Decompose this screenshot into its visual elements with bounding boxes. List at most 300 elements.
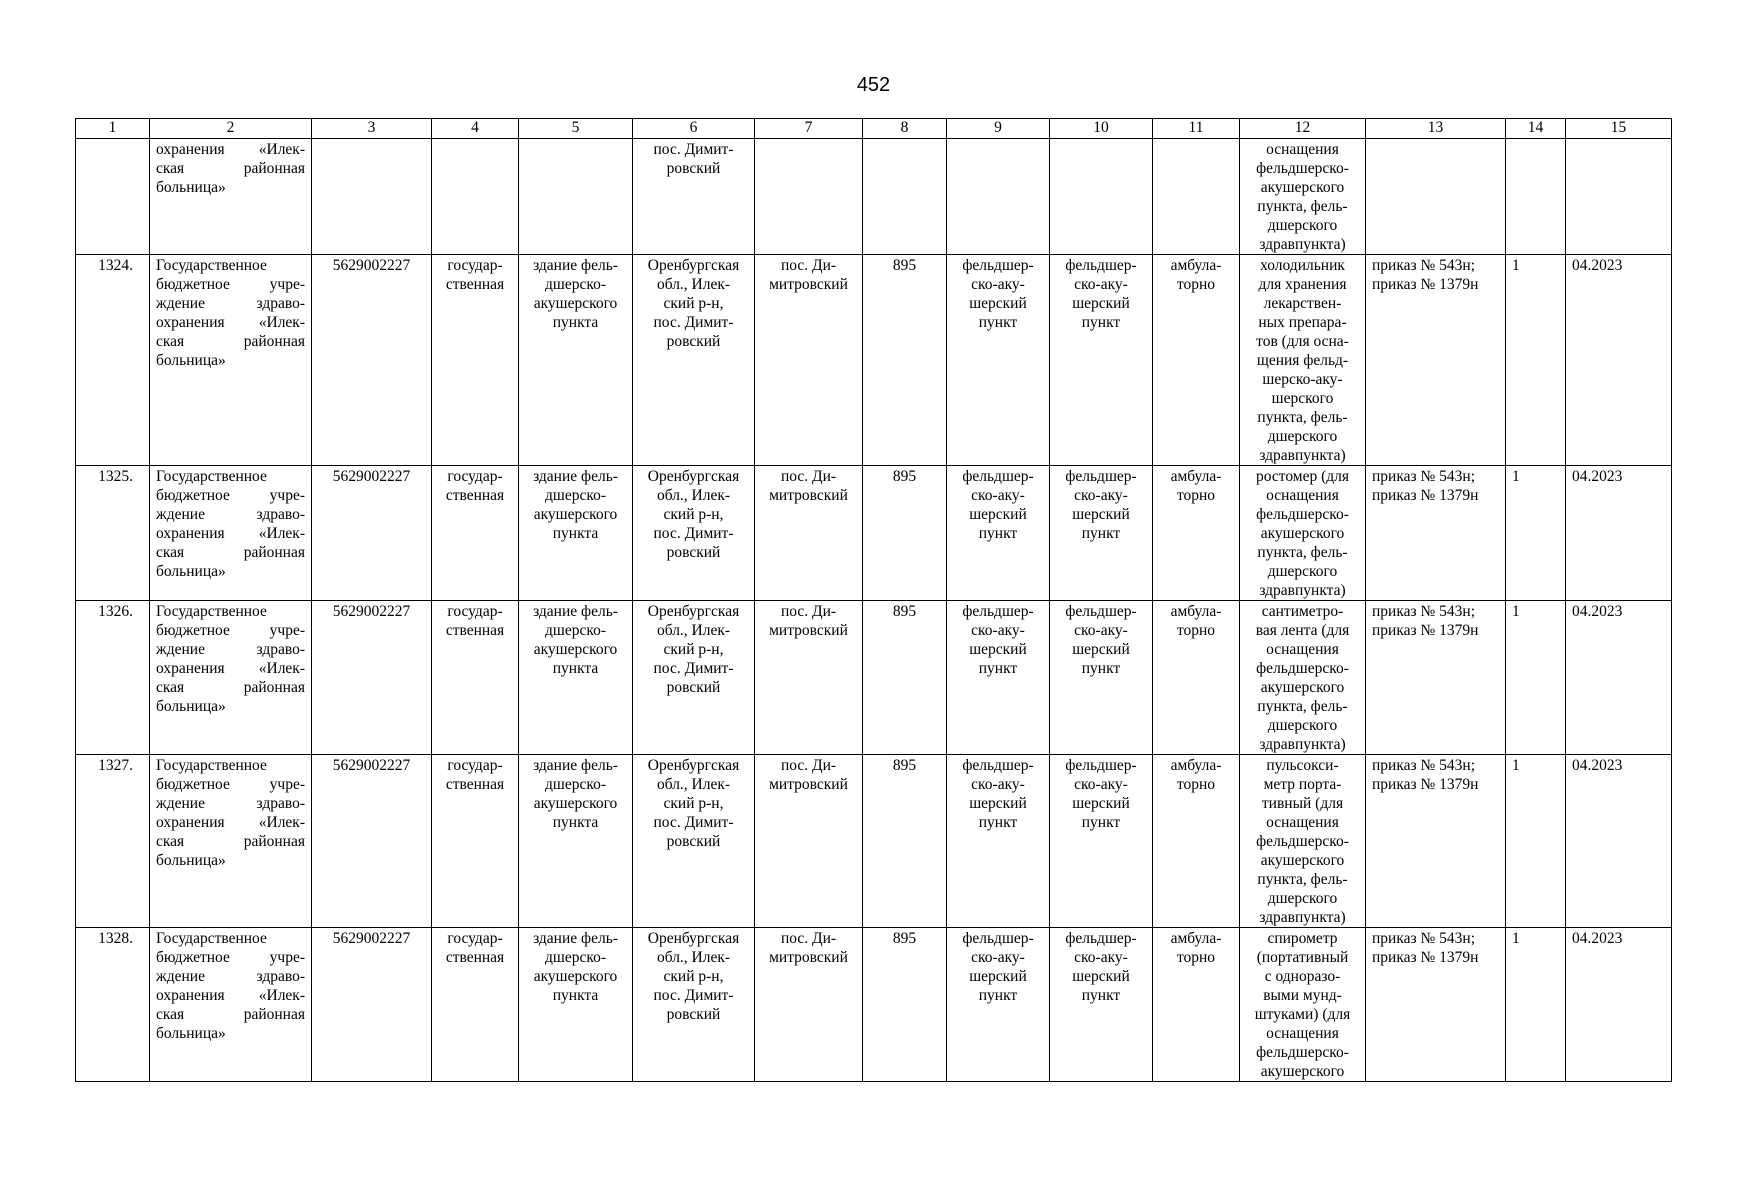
cell-line: дшерского — [1267, 717, 1338, 734]
cell-num: 1327. — [76, 755, 150, 928]
cell-line: шерский — [969, 641, 1027, 658]
cell-line: шерский — [969, 295, 1027, 312]
cell-type-2 — [1050, 601, 1153, 755]
cell-address — [633, 255, 755, 466]
cell-line: акушерского — [533, 795, 618, 812]
cell-line: приказ № 1379н — [1372, 776, 1479, 793]
table-row — [76, 466, 1672, 601]
cell-line: пульсокси- — [1266, 757, 1339, 774]
cell-num: 1325. — [76, 466, 150, 601]
cell-line: акушерского — [1260, 1063, 1345, 1080]
cell-line: пункт — [1081, 314, 1121, 331]
cell-line: бюджетное учре- — [156, 949, 305, 966]
cell-line: ждение здраво- — [156, 295, 305, 312]
cell-equipment — [1240, 255, 1366, 466]
cell-code: 895 — [863, 755, 947, 928]
cell-line: митровский — [769, 622, 848, 639]
column-number: 4 — [432, 119, 519, 139]
column-number: 10 — [1050, 119, 1153, 139]
cell-care — [1153, 601, 1240, 755]
cell-line: пункт — [978, 525, 1018, 542]
cell-line: пос. Ди- — [780, 468, 837, 485]
cell-line: ская районная — [156, 160, 305, 177]
cell-line: пос. Ди- — [780, 757, 837, 774]
cell-equipment — [1240, 139, 1366, 255]
cell-line: ровский — [666, 160, 721, 177]
cell-date: 04.2023 — [1566, 601, 1672, 755]
register-table — [75, 118, 1672, 1082]
cell-inn: 5629002227 — [312, 255, 432, 466]
cell-line: приказ № 1379н — [1372, 949, 1479, 966]
cell-line: фельдшер- — [962, 930, 1034, 947]
cell-line: дшерско- — [545, 776, 606, 793]
cell-line: пункт — [1081, 987, 1121, 1004]
cell-line: оснащения — [1266, 141, 1339, 158]
cell-line: приказ № 543н; — [1372, 257, 1476, 274]
cell-line: амбула- — [1170, 757, 1222, 774]
cell-date — [1566, 139, 1672, 255]
cell-line: дшерско- — [545, 487, 606, 504]
cell-line: ровский — [666, 544, 721, 561]
cell-line: пос. Димит- — [653, 660, 734, 677]
cell-line: приказ № 543н; — [1372, 603, 1476, 620]
cell-building — [519, 601, 633, 755]
cell-line: холодильник — [1260, 257, 1345, 274]
cell-address — [633, 466, 755, 601]
cell-qty: 1 — [1506, 466, 1566, 601]
cell-line: штуками) (для — [1254, 1006, 1351, 1023]
cell-line: амбула- — [1170, 930, 1222, 947]
cell-line: ско-аку- — [1074, 949, 1128, 966]
cell-type — [947, 255, 1050, 466]
cell-equipment — [1240, 928, 1366, 1082]
cell-line: охранения «Илек- — [156, 987, 305, 1004]
cell-line: тов (для осна- — [1256, 333, 1349, 350]
cell-line: дшерского — [1267, 890, 1338, 907]
column-number: 11 — [1153, 119, 1240, 139]
cell-type-2 — [1050, 466, 1153, 601]
cell-line: ждение здраво- — [156, 795, 305, 812]
cell-line: фельдшер- — [962, 757, 1034, 774]
cell-line: больница» — [156, 852, 226, 869]
cell-line: пос. Ди- — [780, 257, 837, 274]
cell-line: пос. Ди- — [780, 603, 837, 620]
cell-organization — [150, 466, 312, 601]
cell-qty — [1506, 139, 1566, 255]
cell-line: спирометр — [1267, 930, 1338, 947]
cell-line: больница» — [156, 563, 226, 580]
cell-locality — [755, 928, 863, 1082]
column-number: 8 — [863, 119, 947, 139]
cell-line: ский р-н, — [663, 641, 724, 658]
table-row — [76, 755, 1672, 928]
cell-line: здравпункта) — [1259, 582, 1346, 599]
cell-line: обл., Илек- — [656, 622, 731, 639]
cell-line: торно — [1176, 276, 1216, 293]
cell-ownership — [432, 466, 519, 601]
column-number: 12 — [1240, 119, 1366, 139]
cell-line: пос. Димит- — [653, 525, 734, 542]
cell-line: Государственное — [156, 468, 267, 485]
cell-address — [633, 139, 755, 255]
cell-equipment — [1240, 755, 1366, 928]
cell-code — [863, 139, 947, 255]
cell-line: фельдшер- — [1065, 257, 1137, 274]
cell-line: акушерского — [1260, 525, 1345, 542]
cell-line: ский р-н, — [663, 295, 724, 312]
cell-inn: 5629002227 — [312, 755, 432, 928]
column-number: 2 — [150, 119, 312, 139]
cell-num: 1326. — [76, 601, 150, 755]
cell-line: ждение здраво- — [156, 641, 305, 658]
cell-line: (портативный — [1256, 949, 1349, 966]
cell-ownership — [432, 139, 519, 255]
column-number: 5 — [519, 119, 633, 139]
cell-line: дшерского — [1267, 563, 1338, 580]
cell-line: пункта, фель- — [1257, 198, 1348, 215]
cell-line: акушерского — [533, 295, 618, 312]
cell-line: пункта — [552, 660, 599, 677]
column-number: 6 — [633, 119, 755, 139]
cell-address — [633, 928, 755, 1082]
cell-line: больница» — [156, 179, 226, 196]
cell-line: пункта, фель- — [1257, 409, 1348, 426]
cell-line: лекарствен- — [1263, 295, 1342, 312]
cell-care — [1153, 466, 1240, 601]
cell-line: охранения «Илек- — [156, 314, 305, 331]
cell-building — [519, 255, 633, 466]
cell-type-2 — [1050, 755, 1153, 928]
cell-line: ский р-н, — [663, 506, 724, 523]
cell-line: дшерско- — [545, 276, 606, 293]
cell-order — [1366, 139, 1506, 255]
cell-qty: 1 — [1506, 928, 1566, 1082]
cell-order — [1366, 601, 1506, 755]
cell-line: ственная — [445, 776, 505, 793]
cell-line: оснащения — [1266, 641, 1339, 658]
cell-locality — [755, 139, 863, 255]
cell-type — [947, 755, 1050, 928]
cell-organization — [150, 255, 312, 466]
cell-qty: 1 — [1506, 601, 1566, 755]
cell-line: приказ № 1379н — [1372, 622, 1479, 639]
cell-line: оснащения — [1266, 814, 1339, 831]
cell-line: щения фельд- — [1256, 352, 1349, 369]
cell-line: здание фель- — [533, 603, 618, 620]
column-number: 3 — [312, 119, 432, 139]
cell-line: здание фель- — [533, 757, 618, 774]
cell-line: пункта — [552, 525, 599, 542]
cell-line: фельдшерско- — [1256, 160, 1349, 177]
cell-line: оснащения — [1266, 487, 1339, 504]
cell-line: обл., Илек- — [656, 276, 731, 293]
cell-line: ственная — [445, 487, 505, 504]
cell-line: вая лента (для — [1255, 622, 1350, 639]
cell-building — [519, 755, 633, 928]
cell-line: с одноразо- — [1264, 968, 1341, 985]
cell-line: Оренбургская — [647, 257, 740, 274]
cell-equipment — [1240, 601, 1366, 755]
cell-line: акушерского — [533, 506, 618, 523]
cell-line: государ- — [447, 257, 503, 274]
cell-line: ско-аку- — [971, 949, 1025, 966]
table-row — [76, 255, 1672, 466]
cell-line: дшерского — [1267, 428, 1338, 445]
cell-type-2 — [1050, 139, 1153, 255]
cell-line: метр порта- — [1263, 776, 1342, 793]
cell-line: больница» — [156, 352, 226, 369]
cell-care — [1153, 928, 1240, 1082]
cell-care — [1153, 139, 1240, 255]
cell-line: фельдшер- — [962, 603, 1034, 620]
column-number: 14 — [1506, 119, 1566, 139]
cell-line: Государственное — [156, 757, 267, 774]
cell-line: бюджетное учре- — [156, 276, 305, 293]
cell-line: дшерско- — [545, 622, 606, 639]
cell-order — [1366, 755, 1506, 928]
cell-line: пункт — [978, 660, 1018, 677]
cell-ownership — [432, 255, 519, 466]
cell-line: шерского — [1271, 390, 1334, 407]
cell-line: Оренбургская — [647, 757, 740, 774]
cell-ownership — [432, 755, 519, 928]
cell-line: охранения «Илек- — [156, 814, 305, 831]
cell-line: государ- — [447, 930, 503, 947]
cell-line: пункта, фель- — [1257, 871, 1348, 888]
cell-line: пос. Димит- — [653, 987, 734, 1004]
cell-line: амбула- — [1170, 468, 1222, 485]
cell-line: Государственное — [156, 257, 267, 274]
cell-line: здание фель- — [533, 257, 618, 274]
column-number: 15 — [1566, 119, 1672, 139]
cell-inn: 5629002227 — [312, 928, 432, 1082]
cell-line: ждение здраво- — [156, 506, 305, 523]
cell-line: ско-аку- — [971, 487, 1025, 504]
cell-line: дшерско- — [545, 949, 606, 966]
cell-line: ско-аку- — [1074, 276, 1128, 293]
cell-type — [947, 139, 1050, 255]
cell-line: ский р-н, — [663, 968, 724, 985]
cell-line: шерский — [1072, 641, 1130, 658]
cell-line: торно — [1176, 776, 1216, 793]
cell-line: ростомер (для — [1255, 468, 1349, 485]
cell-inn — [312, 139, 432, 255]
cell-line: больница» — [156, 698, 226, 715]
cell-line: приказ № 543н; — [1372, 930, 1476, 947]
cell-line: шерский — [1072, 295, 1130, 312]
cell-line: Оренбургская — [647, 930, 740, 947]
continued-row — [76, 139, 1672, 255]
cell-line: акушерского — [533, 641, 618, 658]
column-number: 7 — [755, 119, 863, 139]
cell-line: Оренбургская — [647, 468, 740, 485]
cell-line: шерский — [1072, 795, 1130, 812]
cell-line: ская районная — [156, 544, 305, 561]
cell-line: обл., Илек- — [656, 776, 731, 793]
cell-line: бюджетное учре- — [156, 776, 305, 793]
cell-line: приказ № 1379н — [1372, 276, 1479, 293]
cell-line: ждение здраво- — [156, 968, 305, 985]
cell-date: 04.2023 — [1566, 755, 1672, 928]
cell-line: ровский — [666, 1006, 721, 1023]
cell-num: 1328. — [76, 928, 150, 1082]
cell-building — [519, 928, 633, 1082]
cell-line: торно — [1176, 487, 1216, 504]
cell-line: обл., Илек- — [656, 487, 731, 504]
table-row — [76, 601, 1672, 755]
cell-building — [519, 466, 633, 601]
page-number: 452 — [856, 74, 891, 96]
cell-code: 895 — [863, 601, 947, 755]
cell-line: государ- — [447, 757, 503, 774]
cell-locality — [755, 755, 863, 928]
cell-address — [633, 755, 755, 928]
cell-line: шерский — [1072, 968, 1130, 985]
cell-line: пункт — [1081, 814, 1121, 831]
cell-line: охранения «Илек- — [156, 660, 305, 677]
cell-line: бюджетное учре- — [156, 622, 305, 639]
cell-line: торно — [1176, 622, 1216, 639]
cell-type-2 — [1050, 255, 1153, 466]
cell-line: фельдшер- — [962, 468, 1034, 485]
cell-organization — [150, 601, 312, 755]
cell-line: ных препара- — [1258, 314, 1347, 331]
cell-building — [519, 139, 633, 255]
cell-qty: 1 — [1506, 755, 1566, 928]
cell-line: митровский — [769, 949, 848, 966]
column-number: 13 — [1366, 119, 1506, 139]
cell-locality — [755, 255, 863, 466]
cell-line: митровский — [769, 276, 848, 293]
cell-line: ско-аку- — [1074, 776, 1128, 793]
cell-line: пункт — [978, 814, 1018, 831]
cell-code: 895 — [863, 928, 947, 1082]
cell-line: ско-аку- — [971, 622, 1025, 639]
column-number: 1 — [76, 119, 150, 139]
cell-line: шерско-аку- — [1262, 371, 1343, 388]
cell-code: 895 — [863, 466, 947, 601]
cell-line: больница» — [156, 1025, 226, 1042]
cell-line: пункт — [1081, 660, 1121, 677]
cell-line: оснащения — [1266, 1025, 1339, 1042]
column-number-row — [76, 119, 1672, 139]
cell-line: ский р-н, — [663, 795, 724, 812]
cell-line: фельдшерско- — [1256, 1044, 1349, 1061]
cell-line: дшерского — [1267, 217, 1338, 234]
cell-line: амбула- — [1170, 603, 1222, 620]
cell-line: здравпункта) — [1259, 447, 1346, 464]
cell-line: фельдшерско- — [1256, 660, 1349, 677]
cell-line: ровский — [666, 679, 721, 696]
cell-line: здание фель- — [533, 930, 618, 947]
cell-line: пункта, фель- — [1257, 544, 1348, 561]
cell-locality — [755, 466, 863, 601]
cell-line: ственная — [445, 949, 505, 966]
cell-line: ско-аку- — [1074, 622, 1128, 639]
cell-line: шерский — [969, 795, 1027, 812]
cell-line: пос. Димит- — [653, 314, 734, 331]
cell-line: здравпункта) — [1259, 736, 1346, 753]
cell-line: пункт — [978, 987, 1018, 1004]
cell-line: фельдшерско- — [1256, 506, 1349, 523]
cell-date: 04.2023 — [1566, 255, 1672, 466]
cell-address — [633, 601, 755, 755]
cell-inn: 5629002227 — [312, 466, 432, 601]
cell-line: государ- — [447, 468, 503, 485]
cell-line: фельдшер- — [962, 257, 1034, 274]
cell-care — [1153, 755, 1240, 928]
cell-line: выми мунд- — [1263, 987, 1342, 1004]
cell-line: фельдшерско- — [1256, 833, 1349, 850]
cell-line: фельдшер- — [1065, 930, 1137, 947]
cell-line: шерский — [969, 506, 1027, 523]
cell-line: Государственное — [156, 603, 267, 620]
cell-order — [1366, 255, 1506, 466]
cell-care — [1153, 255, 1240, 466]
cell-inn: 5629002227 — [312, 601, 432, 755]
cell-line: пункта — [552, 814, 599, 831]
cell-organization — [150, 928, 312, 1082]
cell-line: приказ № 1379н — [1372, 487, 1479, 504]
cell-line: акушерского — [533, 968, 618, 985]
cell-line: пос. Димит- — [653, 141, 734, 158]
cell-line: торно — [1176, 949, 1216, 966]
cell-locality — [755, 601, 863, 755]
cell-line: фельдшер- — [1065, 757, 1137, 774]
cell-line: фельдшер- — [1065, 603, 1137, 620]
cell-line: митровский — [769, 776, 848, 793]
cell-line: охранения «Илек- — [156, 141, 305, 158]
cell-line: акушерского — [1260, 852, 1345, 869]
cell-line: фельдшер- — [1065, 468, 1137, 485]
cell-ownership — [432, 928, 519, 1082]
cell-line: тивный (для — [1261, 795, 1344, 812]
cell-line: митровский — [769, 487, 848, 504]
cell-line: ская районная — [156, 679, 305, 696]
cell-type — [947, 928, 1050, 1082]
cell-line: ровский — [666, 833, 721, 850]
cell-line: здравпункта) — [1259, 909, 1346, 926]
cell-line: Оренбургская — [647, 603, 740, 620]
cell-num — [76, 139, 150, 255]
cell-type — [947, 601, 1050, 755]
cell-num: 1324. — [76, 255, 150, 466]
column-number: 9 — [947, 119, 1050, 139]
cell-ownership — [432, 601, 519, 755]
cell-line: обл., Илек- — [656, 949, 731, 966]
cell-equipment — [1240, 466, 1366, 601]
cell-line: ровский — [666, 333, 721, 350]
cell-line: Государственное — [156, 930, 267, 947]
cell-line: приказ № 543н; — [1372, 757, 1476, 774]
cell-line: шерский — [1072, 506, 1130, 523]
cell-line: ская районная — [156, 333, 305, 350]
cell-qty: 1 — [1506, 255, 1566, 466]
cell-type-2 — [1050, 928, 1153, 1082]
cell-line: здравпункта) — [1259, 236, 1346, 253]
cell-line: ская районная — [156, 1006, 305, 1023]
cell-line: для хранения — [1258, 276, 1347, 293]
cell-line: акушерского — [1260, 179, 1345, 196]
cell-line: ско-аку- — [1074, 487, 1128, 504]
cell-date: 04.2023 — [1566, 466, 1672, 601]
cell-line: пункта — [552, 314, 599, 331]
cell-line: ско-аку- — [971, 776, 1025, 793]
cell-line: ская районная — [156, 833, 305, 850]
cell-line: пос. Димит- — [653, 814, 734, 831]
cell-type — [947, 466, 1050, 601]
cell-line: пункта, фель- — [1257, 698, 1348, 715]
